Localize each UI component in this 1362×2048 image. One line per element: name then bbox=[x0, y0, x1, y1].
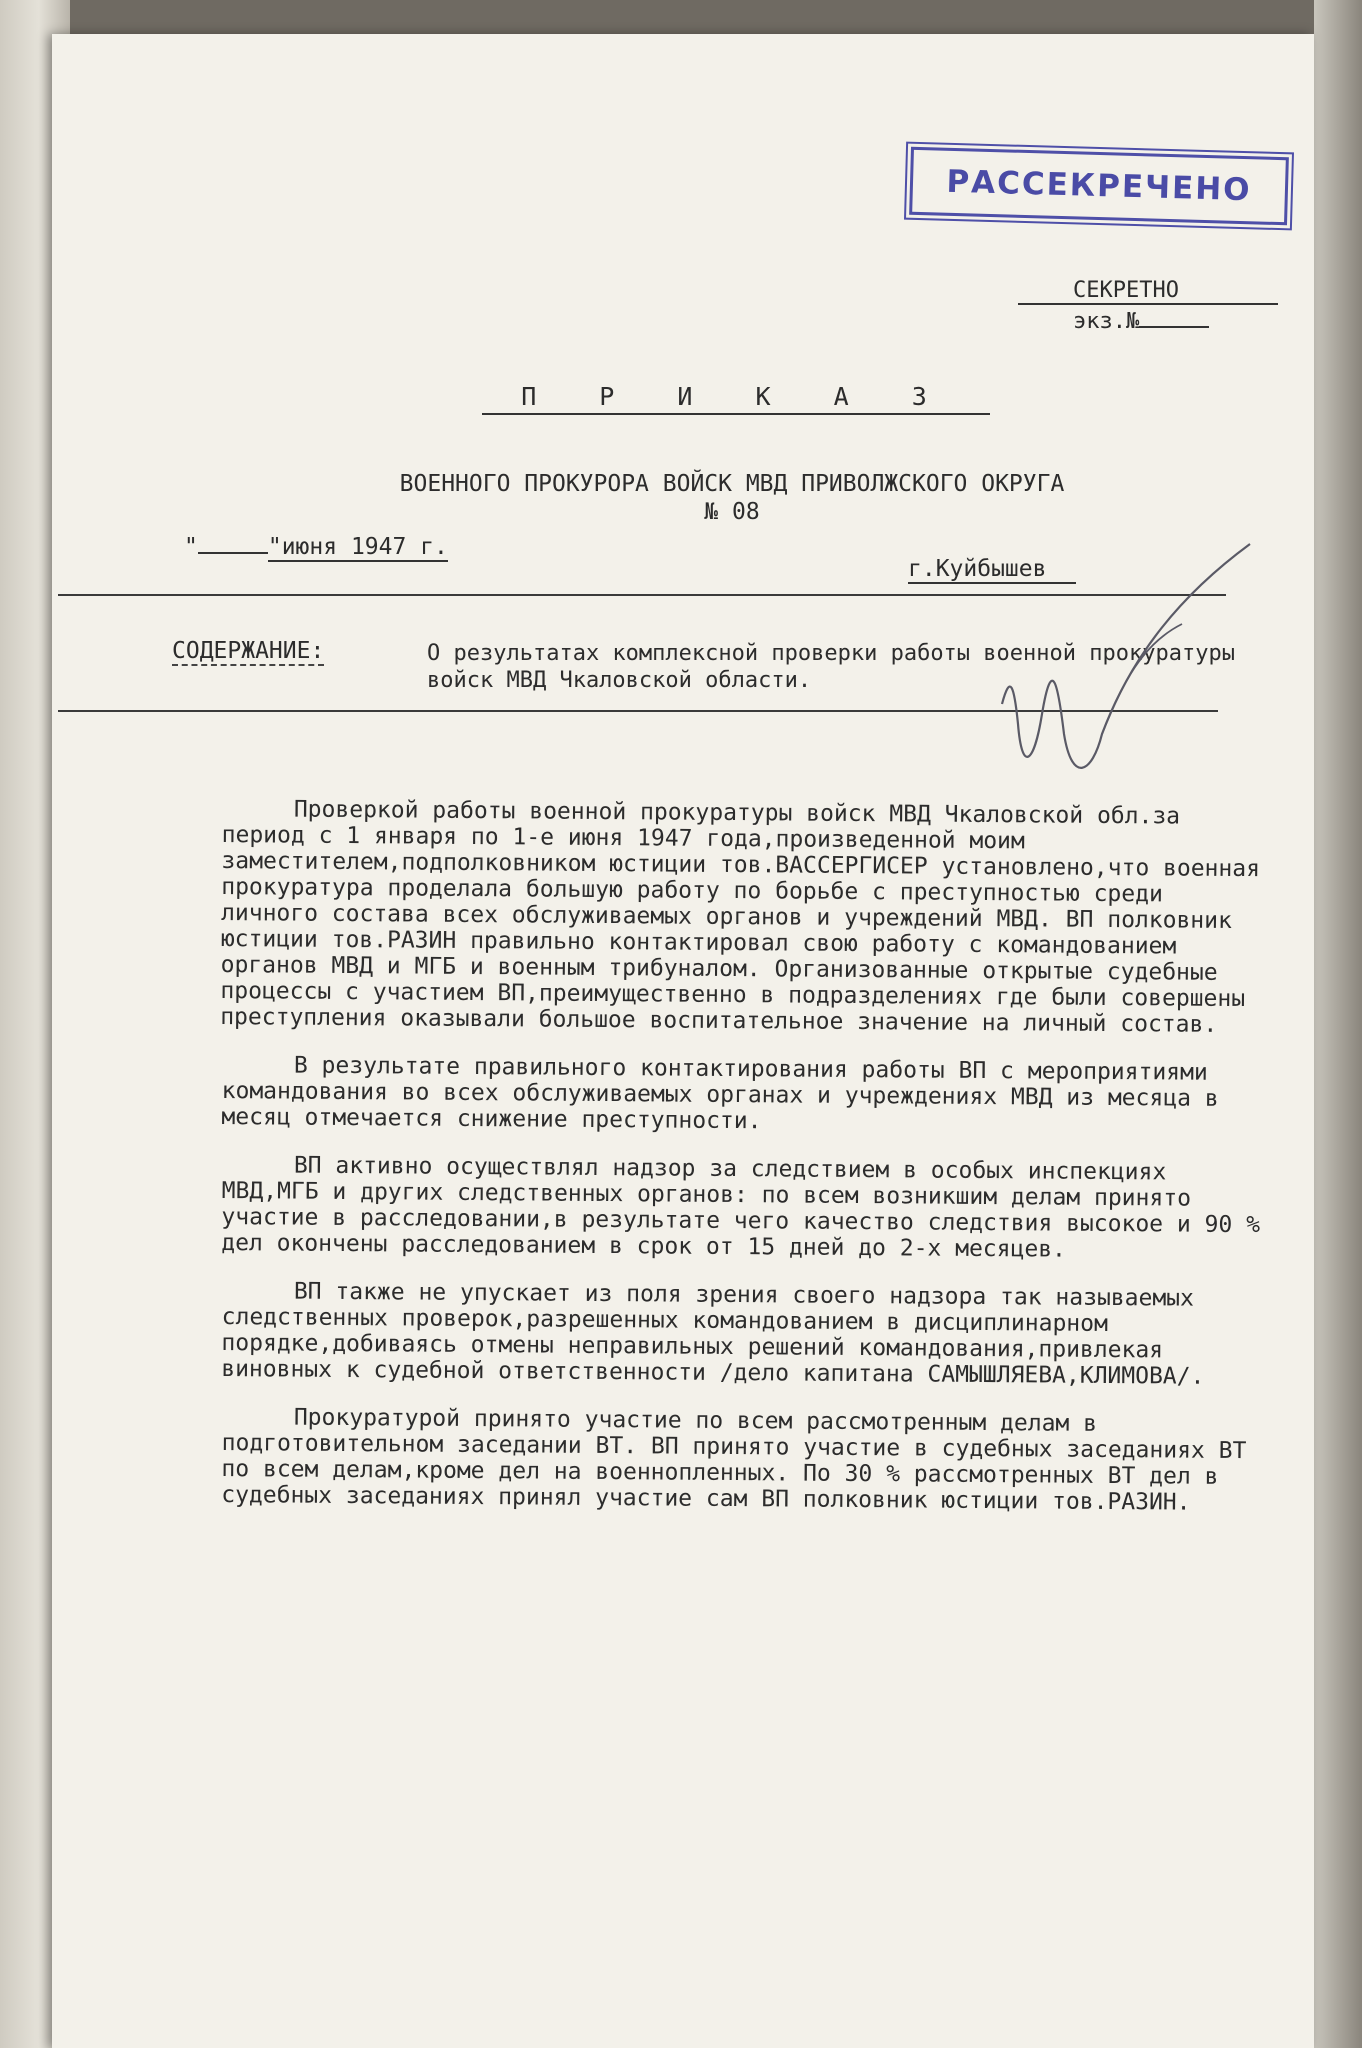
copy-number-blank bbox=[1139, 326, 1209, 328]
document-subtitle bbox=[322, 470, 1142, 526]
body-paragraph: В результате правильного контактирования работы ВП с мероприятиями командования во всех обслуживаемых органах и учреждениях МВД из месяца в месяц отмечается снижение преступности. bbox=[221, 1052, 1219, 1135]
copy-number-label: экз.№ bbox=[1073, 309, 1140, 334]
content-label: СОДЕРЖАНИЕ: bbox=[172, 638, 325, 664]
order-city: г.Куйбышев bbox=[908, 556, 1076, 584]
declassified-stamp: РАССЕКРЕЧЕНО bbox=[909, 147, 1289, 226]
body-paragraph: ВП также не упускает из поля зрения своего надзора так называемых следственных проверок,разрешенных командованием в дисциплинарном порядке,добиваясь отмены неправильных решений командования,привлекая виновных к судебной ответственности /дело капитана САМЫШЛЯЕВА,КЛИМОВА/. bbox=[221, 1278, 1205, 1390]
copy-number bbox=[1018, 309, 1278, 334]
document-body bbox=[222, 796, 1267, 1530]
date-quote-open: " bbox=[184, 534, 198, 560]
date-text: "июня 1947 г. bbox=[267, 534, 448, 560]
order-date bbox=[184, 534, 448, 562]
body-paragraph: ВП активно осуществлял надзор за следствием в особых инспекциях МВД,МГБ и других следственных органов: по всем возникшим делам принято участие в расследовании,в результате чего качество следствия высокое и 90 % дел окончены расследованием в срок от 15 дней до 2-х месяцев. bbox=[221, 1152, 1261, 1263]
order-number: № 08 bbox=[704, 499, 760, 525]
document-page bbox=[52, 34, 1314, 2048]
content-summary: О результатах комплексной проверки работы военной прокуратуры войск МВД Чкаловской области. bbox=[427, 641, 1235, 693]
body-paragraph: Проверкой работы военной прокуратуры войск МВД Чкаловской обл.за период с 1 января по 1-е июня 1947 года,произведенной моим заместителем,подполковником юстиции тов.ВАССЕРГИСЕР установлено,что военная прокуратура проделала большую работу по борьбе с преступностью среди личного состава всех обслуживаемых органов и учреждений МВД. ВП полковник юстиции тов.РАЗИН правильно контактировал свою работу с командованием органов МВД и МГБ и военным трибуналом. Организованные открытые судебные процессы с участием ВП,преимущественно в подразделениях где были совершены преступления оказывали большое воспитательное значение на личный состав. bbox=[220, 796, 1261, 1038]
secrecy-block bbox=[1018, 278, 1278, 334]
handwritten-signature bbox=[982, 534, 1262, 804]
date-blank bbox=[198, 552, 268, 554]
issuer-line: ВОЕННОГО ПРОКУРОРА ВОЙСК МВД ПРИВОЛЖСКОГО ОКРУГА bbox=[399, 471, 1065, 497]
document-title: П Р И К А З bbox=[482, 382, 990, 415]
page-shadow bbox=[1314, 0, 1362, 2048]
body-paragraph: Прокуратурой принято участие по всем рассмотренным делам в подготовительном заседании ВТ. ВП принято участие в судебных заседаниях ВТ по всем делам,кроме дел на военнопленных. По 30 % рассмотренных ВТ дел в судебных заседаниях принял участие сам ВП полковник юстиции тов.РАЗИН. bbox=[221, 1404, 1247, 1516]
secrecy-label: СЕКРЕТНО bbox=[1018, 278, 1278, 305]
